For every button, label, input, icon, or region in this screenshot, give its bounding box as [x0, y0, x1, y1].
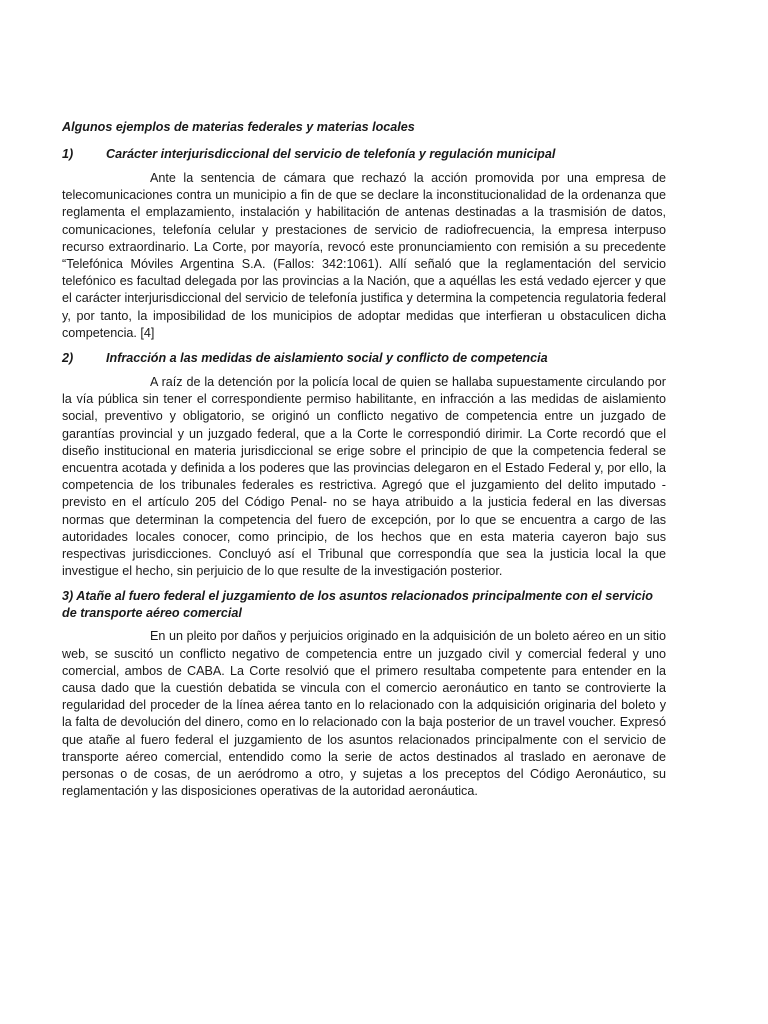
section-number: 1) — [62, 147, 74, 161]
section-heading-text: Infracción a las medidas de aislamiento social y conflicto de competencia — [106, 351, 548, 366]
section-heading: 3) Atañe al fuero federal el juzgamiento de los asuntos relacionados principalmente con el servicio de transporte aéreo comercial — [62, 589, 653, 621]
section-1 — [62, 146, 666, 342]
section-body: En un pleito por daños y perjuicios originado en la adquisición de un boleto aéreo en un sitio web, se suscitó un conflicto negativo de competencia entre un juzgado civil y comercial federal y uno comercial, ambos de CABA. La Corte resolvió que el primero resultaba competente para entender en la causa dado que la cuestión debatida se vincula con el comercio aeronáutico en tanto se controvierte la regularidad del proceder de la línea aérea tanto en lo relacionado con la adquisición originaria del boleto y la falta de devolución del dinero, como en lo relacionado con la baja posterior de un travel voucher. Expresó que atañe al fuero federal el juzgamiento de los asuntos relacionados principalmente con el servicio de transporte aéreo comercial, entendido como la serie de actos destinados al traslado en aeronave de personas o de cosas, de un aeródromo a otro, y sujetas a los preceptos del Código Aeronáutico, su reglamentación y las disposiciones operativas de la autoridad aeronáutica. — [62, 629, 666, 799]
section-heading — [62, 350, 666, 367]
section-number: 2) — [62, 351, 74, 366]
section-2 — [62, 350, 666, 580]
section-body: Ante la sentencia de cámara que rechazó la acción promovida por una empresa de telecomunicaciones contra un municipio a fin de que se declare la inconstitucionalidad de la ordenanza que reglamenta el emplazamiento, instalación y habilitación de antenas destinadas a la trasmisión de datos, comunicaciones, telefonía celular y prestaciones de servicio de radiofrecuencia, la empresa interpuso recurso extraordinario. La Corte, por mayoría, revocó este pronunciamiento con remisión a su precedente “Telefónica Móviles Argentina S.A. (Fallos: 342:1061). Allí señaló que la reglamentación del servicio telefónico es facultad delegada por las provincias a la Nación, que a aquéllas les está vedado ejercer y que el carácter interjurisdiccional del servicio de telefonía justifica y determina la competencia regulatoria federal y, por tanto, la imposibilidad de los municipios de adoptar medidas que interfieran u obstaculicen dicha competencia. [4] — [62, 171, 666, 340]
document-title: Algunos ejemplos de materias federales y materias locales — [62, 120, 415, 134]
section-heading-text: Carácter interjurisdiccional del servicio de telefonía y regulación municipal — [106, 147, 556, 161]
section-body: A raíz de la detención por la policía local de quien se hallaba supuestamente circulando por la vía pública sin tener el correspondiente permiso habilitante, en infracción a las medidas de aislamiento social, preventivo y obligatorio, se originó un conflicto negativo de competencia entre un juzgado de garantías provincial y un juzgado federal, que a la Corte le correspondió dirimir. La Corte recordó que el diseño institucional en materia jurisdiccional se erige sobre el principio de que la competencia federal se encuentra acotada y definida a los poderes que las provincias delegaron en el Estado Federal y, por ello, la competencia de los tribunales federales es restrictiva. Agregó que el juzgamiento del delito imputado -previsto en el artículo 205 del Código Penal- no se haya atribuido a la justicia federal en las diversas normas que determinan la competencia del fuero de excepción, por lo que se encuentra a cargo de las autoridades locales conocer, como principio, de los hechos que en esta materia cayeron bajo sus respectivas jurisdicciones. Concluyó así el Tribunal que correspondía que sea la justicia local la que investigue el hecho, sin perjuicio de lo que resulte de la investigación posterior. — [62, 375, 666, 579]
section-3 — [62, 588, 666, 800]
section-heading — [62, 146, 666, 163]
